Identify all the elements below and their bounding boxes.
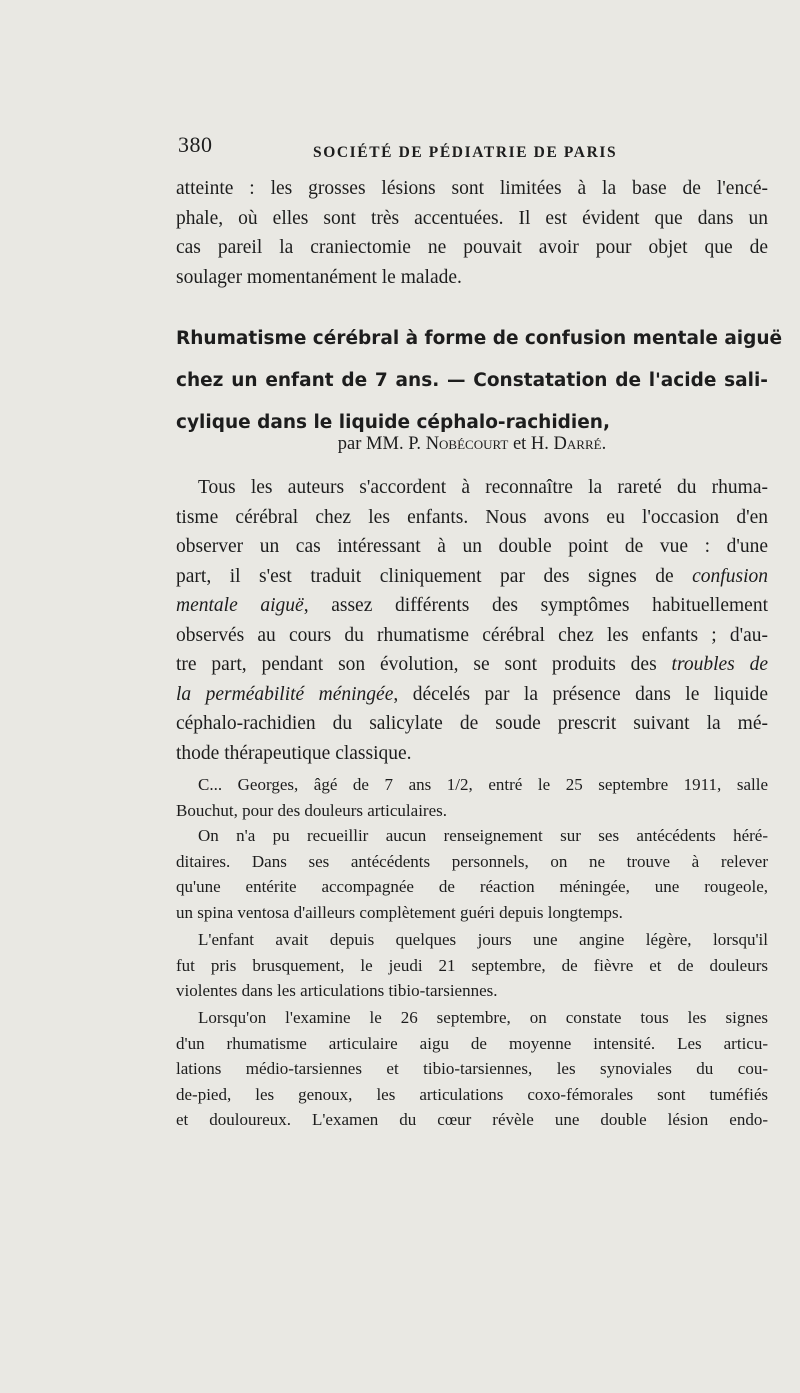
text-line: On n'a pu recueillir aucun renseignement sur ses antécédents héré- [198, 826, 768, 845]
text-line: qu'une entérite accompagnée de réaction méningée, une rougeole, [176, 877, 768, 896]
case-paragraph [176, 1005, 768, 1133]
text-segment: , assez différents des symptômes habituellement [303, 595, 768, 616]
text-line: atteinte : les grosses lésions sont limitées à la base de l'encé- [176, 178, 768, 199]
text-line: thode thérapeutique classique. [176, 742, 412, 764]
text-line [176, 650, 768, 680]
text-line: cas pareil la craniectomie ne pouvait avoir pour objet que de [176, 237, 768, 258]
text-line: céphalo-rachidien du salicylate de soude prescrit suivant la mé- [176, 713, 768, 734]
text-segment: part, il s'est traduit cliniquement par des signes de [176, 565, 693, 587]
title-line: chez un enfant de 7 ans. — Constatation de l'acide sali- [176, 370, 768, 391]
text-line: observer un cas intéressant à un double point de vue : d'une [176, 536, 768, 557]
text-line: ditaires. Dans ses antécédents personnels, on ne trouve à relever [176, 851, 768, 871]
italic-term: confusion [692, 565, 768, 587]
text-line: et douloureux. L'examen du cœur révèle une double lésion endo- [176, 1110, 768, 1129]
running-head: SOCIÉTÉ DE PÉDIATRIE DE PARIS [313, 144, 618, 161]
italic-term: mentale aiguë [176, 595, 304, 616]
body-paragraph [176, 473, 768, 768]
text-line: violentes dans les articulations tibio-tarsiennes. [176, 981, 498, 1000]
text-line: fut pris brusquement, le jeudi 21 septembre, de fièvre et de douleurs [176, 955, 768, 975]
text-line: tisme cérébral chez les enfants. Nous avons eu l'occasion d'en [176, 506, 768, 528]
text-line: Bouchut, pour des douleurs articulaires. [176, 800, 447, 820]
text-line: d'un rhumatisme articulaire aigu de moyenne intensité. Les articu- [176, 1033, 768, 1053]
title-line: cylique dans le liquide céphalo-rachidien, [176, 412, 611, 433]
article-authors [176, 434, 768, 455]
text-line: C... Georges, âgé de 7 ans 1/2, entré le 25 septembre 1911, salle [198, 775, 768, 794]
text-line: lations médio-tarsiennes et tibio-tarsiennes, les synoviales du cou- [176, 1059, 768, 1078]
author-between: et H. [508, 434, 554, 454]
text-line: phale, où elles sont très accentuées. Il est évident que dans un [176, 207, 768, 229]
case-paragraph [176, 823, 768, 925]
author-prefix: par MM. P. [337, 434, 426, 454]
page-header [178, 132, 768, 166]
text-line [176, 562, 768, 592]
text-segment: tre part, pendant son évolution, se sont produits des [176, 654, 672, 675]
text-line: un spina ventosa d'ailleurs complètement guéri depuis longtemps. [176, 902, 623, 922]
text-line [176, 680, 768, 710]
text-line: L'enfant avait depuis quelques jours une angine légère, lorsqu'il [198, 930, 768, 949]
italic-term: troubles de [671, 654, 768, 675]
author-name: Darré. [553, 434, 607, 454]
page-number: 380 [178, 132, 213, 157]
case-paragraph [176, 772, 768, 823]
text-line: soulager momentanément le malade. [176, 266, 462, 288]
text-line: Tous les auteurs s'accordent à reconnaître la rareté du rhuma- [198, 477, 768, 498]
text-line: Lorsqu'on l'examine le 26 septembre, on constate tous les signes [198, 1008, 768, 1027]
text-line: de-pied, les genoux, les articulations coxo-fémorales sont tuméfiés [176, 1084, 768, 1104]
italic-term: la perméabilité méningée [176, 683, 394, 705]
case-paragraph [176, 927, 768, 1004]
text-line: observés au cours du rhumatisme cérébral chez les enfants ; d'au- [176, 624, 768, 646]
author-name: Nobécourt [425, 434, 509, 454]
text-line [176, 591, 768, 621]
text-segment: , décelés par la présence dans le liquide [393, 683, 768, 705]
article-title [176, 318, 783, 444]
title-line: Rhumatisme cérébral à forme de confusion mentale aiguë [176, 328, 783, 349]
intro-paragraph [176, 174, 768, 292]
